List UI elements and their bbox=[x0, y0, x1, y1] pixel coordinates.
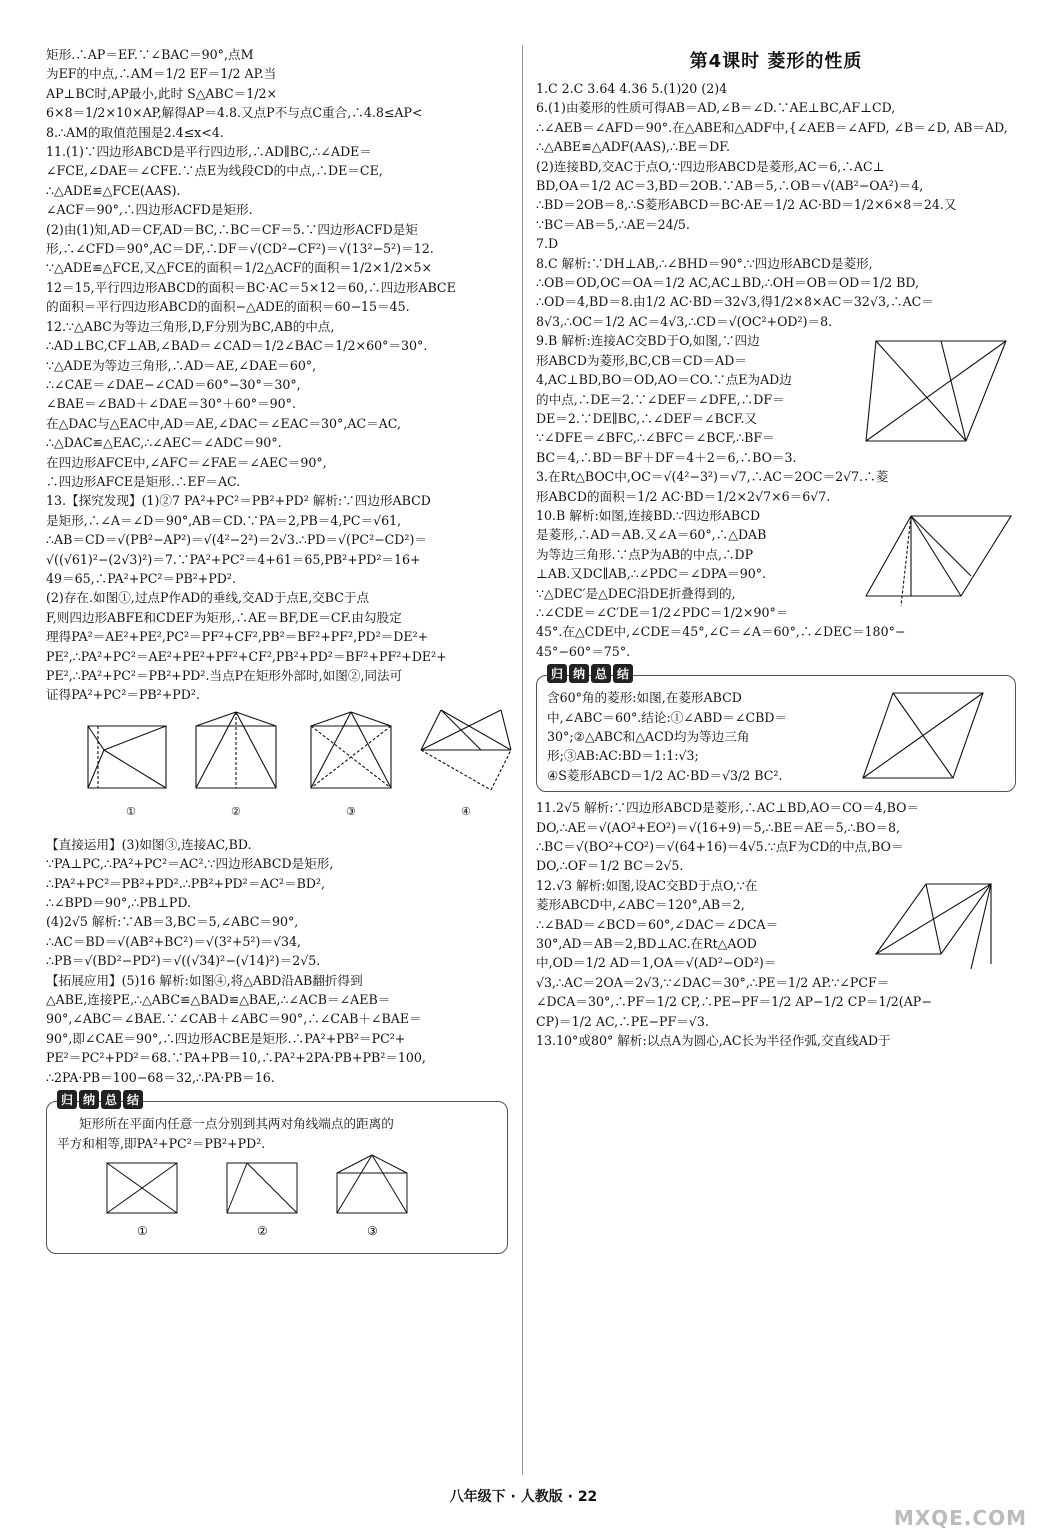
text-line: (2)存在.如图①,过点P作AD的垂线,交AD于点E,交BC于点 bbox=[46, 590, 370, 606]
text-line: ∴AD⊥BC,CF⊥AB,∠BAD＝∠CAD＝1/2∠BAC＝1/2×60°＝30°. bbox=[46, 338, 428, 354]
text-line: 11.(1)∵四边形ABCD是平行四边形,∴AD∥BC,∴∠ADE＝ bbox=[46, 144, 372, 160]
text-line: 证得PA²+PC²＝PB²+PD². bbox=[46, 687, 200, 703]
summary-text-line: 平方和相等,即PA²+PC²＝PB²+PD². bbox=[57, 1135, 266, 1151]
text-line: DO,∴OF＝1/2 BC＝2√5. bbox=[536, 858, 684, 874]
text-line: ∠DCA＝30°,∴PF＝1/2 CP,∴PE−PF＝1/2 AP−1/2 CP＝1/2(AP− bbox=[536, 994, 932, 1010]
text-line: 的中点,∴DE＝2.∵∠DEF＝∠DFE,∴DF＝ bbox=[536, 391, 785, 407]
page-footer: 八年级下 · 人教版 · 22 bbox=[449, 1489, 598, 1505]
right-text-top bbox=[536, 79, 1016, 331]
summary-text-line: 含60°角的菱形:如图,在菱形ABCD bbox=[547, 690, 742, 706]
text-line: ∠FCE,∠DAE＝∠CFE.∵点E为线段CD的中点,∴DE＝CE, bbox=[46, 163, 383, 179]
q10-rhombus-figure bbox=[861, 506, 1011, 616]
text-line: ∴∠BPD＝90°,∴PB⊥PD. bbox=[46, 895, 192, 911]
q10-block bbox=[536, 506, 1016, 661]
text-line: ∴四边形AFCE是矩形.∴EF＝AC. bbox=[46, 473, 241, 489]
text-line: ∴OD＝4,BD＝8.由1/2 AC·BD＝32√3,得1/2×8×AC＝32√3,∴AC＝ bbox=[536, 294, 934, 310]
summary-text-line: 矩形所在平面内任意一点分别到其两对角线端点的距离的 bbox=[79, 1116, 394, 1132]
text-line: 形,∴∠CFD＝90°,AC＝DF,∴DF＝√(CD²−CF²)＝√(13²−5²)＝12. bbox=[46, 241, 434, 257]
text-line: CP)＝1/2 AC,∴PE−PF＝√3. bbox=[536, 1013, 709, 1029]
text-line: BC＝4,∴BD＝BF＋DF＝4＋2＝6,∴BO＝3. bbox=[536, 449, 797, 465]
text-line: 49＝65,∴PA²+PC²＝PB²+PD². bbox=[46, 570, 236, 586]
text-line: ∴△ADE≌△FCE(AAS). bbox=[46, 182, 181, 198]
text-line: 6×8＝1/2×10×AP,解得AP＝4.8.又点P不与点C重合,∴4.8≤AP< bbox=[46, 105, 423, 121]
text-line: 45°.在△CDE中,∠CDE＝45°,∠C＝∠A＝60°,∴∠DEC＝180°− bbox=[536, 624, 906, 640]
text-line: ∵△DEC′是△DEC沿DE折叠得到的, bbox=[536, 585, 736, 601]
text-line: 12.∵△ABC为等边三角形,D,F分别为BC,AB的中点, bbox=[46, 318, 335, 334]
q9-block bbox=[536, 331, 1016, 506]
left-column bbox=[46, 45, 508, 1260]
text-line: ∵△ADE≌△FCE,又△FCE的面积＝1/2△ACF的面积＝1/2×1/2×5× bbox=[46, 260, 433, 276]
text-line: ∴∠AEB＝∠AFD＝90°.在△ABE和△ADF中,{∠AEB＝∠AFD, ∠B＝∠D, AB＝AD, bbox=[536, 119, 1008, 135]
text-line: 为EF的中点,∴AM＝1/2 EF＝1/2 AP.当 bbox=[46, 66, 277, 82]
summary-badge: 归 纳 总 结 bbox=[547, 664, 633, 683]
text-line: 理得PA²＝AE²+PE²,PC²＝PF²+CF²,PB²＝BF²+PF²,PD²＝DE²+ bbox=[46, 629, 429, 645]
text-line: 在四边形AFCE中,∠AFC＝∠FAE＝∠AEC＝90°, bbox=[46, 454, 327, 470]
text-line: ∴2PA·PB＝100−68＝32,∴PA·PB＝16. bbox=[46, 1069, 275, 1085]
text-line: (2)由(1)知,AD＝CF,AD＝BC,∴BC＝CF＝5.∵四边形ACFD是矩 bbox=[46, 221, 418, 237]
text-line: DO,∴AE＝√(AO²+EO²)＝√(16+9)＝5,∴BE＝AE＝5,∴BO＝8, bbox=[536, 819, 901, 835]
figure-caption-2: ② bbox=[231, 804, 241, 818]
watermark: MXQE.COM bbox=[893, 1506, 1027, 1530]
text-line: PE²,∴PA²+PC²＝PB²+PD².当点P在矩形外部时,如图②,同法可 bbox=[46, 668, 403, 683]
text-line: ∴AB＝CD＝√(PB²−AP²)＝√(4²−2²)＝2√3.∴PD＝√(PC²−CD²)＝ bbox=[46, 532, 427, 548]
summary-caption-3: ③ bbox=[367, 1223, 378, 1238]
text-line: 为等边三角形.∵点P为AB的中点,∴DP bbox=[536, 546, 754, 562]
text-line: ∴AC＝BD＝√(AB²+BC²)＝√(3²+5²)＝√34, bbox=[46, 933, 302, 949]
text-line: 中,OD＝1/2 AD＝1,OA＝√(AD²−OD²)＝ bbox=[536, 955, 777, 971]
text-line: 【直接运用】(3)如图③,连接AC,BD. bbox=[46, 836, 252, 852]
figure-caption-4: ④ bbox=[461, 804, 471, 818]
text-line: ∴OB＝OD,OC＝OA＝1/2 AC,AC⊥BD,∴OH＝OB＝OD＝1/2 BD, bbox=[536, 275, 920, 291]
column-divider bbox=[522, 45, 523, 1475]
text-line: ∴△ABE≌△ADF(AAS),∴BE＝DF. bbox=[536, 139, 730, 155]
text-line: √((√61)²−(2√3)²)＝7.∵PA²+PC²＝4+61＝65,PB²+PD²＝16+ bbox=[46, 551, 421, 567]
text-line: 1.C 2.C 3.64 4.36 5.(1)20 (2)4 bbox=[536, 81, 728, 96]
text-line: 13.【探究发现】(1)②7 PA²+PC²＝PB²+PD² 解析:∵四边形ABCD bbox=[46, 493, 431, 509]
text-line: ∠BAE＝∠BAD＋∠DAE＝30°＋60°＝90°. bbox=[46, 396, 296, 412]
text-line: ∴BC＝√(BO²+CO²)＝√(64+16)＝4√5.∵点F为CD的中点,BO＝ bbox=[536, 839, 904, 855]
text-line: ∵BC＝AB＝5,∴AE＝24/5. bbox=[536, 216, 690, 232]
text-line: ∵PA⊥PC,∴PA²+PC²＝AC².∵四边形ABCD是矩形, bbox=[46, 856, 334, 872]
text-line: ∴∠BAD＝∠BCD＝60°,∠DAC＝∠DCA＝ bbox=[536, 916, 779, 932]
figure-caption-1: ① bbox=[126, 804, 136, 818]
section-title: 第4课时 菱形的性质 bbox=[689, 51, 863, 72]
summary-figures-svg bbox=[57, 1153, 497, 1243]
summary-badge: 归 纳 总 结 bbox=[57, 1090, 143, 1109]
text-line: 13.10°或80° 解析:以点A为圆心,AC长为半径作弧,交直线AD于 bbox=[536, 1033, 891, 1049]
text-line: 形ABCD为菱形,BC,CB＝CD＝AD＝ bbox=[536, 352, 747, 368]
text-line: 45°−60°＝75°. bbox=[536, 643, 631, 659]
q12-rhombus-figure bbox=[876, 874, 1006, 984]
text-line: (4)2√5 解析:∵AB＝3,BC＝5,∠ABC＝90°, bbox=[46, 914, 299, 930]
text-line: 形ABCD的面积＝1/2 AC·BD＝1/2×2√7×6＝6√7. bbox=[536, 488, 831, 504]
text-line: ∴△DAC≌△EAC,∴∠AEC＝∠ADC＝90°. bbox=[46, 435, 282, 451]
text-line: ∴∠CDE＝∠C′DE＝1/2∠PDC＝1/2×90°＝ bbox=[536, 604, 789, 620]
text-line: 90°,即∠CAE＝90°,∴四边形ACBE是矩形.∴PA²+PB²＝PC²+ bbox=[46, 1030, 406, 1046]
text-line: 【拓展应用】(5)16 解析:如图④,将△ABD沿AB翻折得到 bbox=[46, 972, 363, 988]
text-line: 3.在Rt△BOC中,OC＝√(4²−3²)＝√7,∴AC＝2OC＝2√7.∴菱 bbox=[536, 469, 889, 485]
text-line: 9.B 解析:连接AC交BD于O,如图,∵四边 bbox=[536, 333, 760, 349]
left-text-bottom bbox=[46, 835, 508, 1087]
text-line: 10.B 解析:如图,连接BD.∵四边形ABCD bbox=[536, 507, 761, 523]
text-line: 在△DAC与△EAC中,AD＝AE,∠DAC＝∠EAC＝30°,AC＝AC, bbox=[46, 415, 401, 431]
summary-rhombus-figure bbox=[843, 688, 1003, 788]
text-line: ⊥AB.又DC∥AB,∴∠PDC＝∠DPA＝90°. bbox=[536, 566, 767, 582]
text-line: 矩形.∴AP＝EF.∵∠BAC＝90°,点M bbox=[46, 47, 254, 62]
text-line: 菱形ABCD中,∠ABC＝120°,AB＝2, bbox=[536, 897, 745, 913]
text-line: 4,AC⊥BD,BO＝OD,AO＝CO.∵点E为AD边 bbox=[536, 372, 792, 388]
summary-text-line: 30°;②△ABC和△ACD均为等边三角 bbox=[547, 729, 750, 744]
text-line: 8.∴AM的取值范围是2.4≤x<4. bbox=[46, 124, 224, 140]
text-line: 8.C 解析:∵DH⊥AB,∴∠BHD＝90°.∵四边形ABCD是菱形, bbox=[536, 255, 873, 271]
right-column bbox=[536, 45, 1016, 1051]
text-line: (2)连接BD,交AC于点O,∵四边形ABCD是菱形,AC＝6,∴AC⊥ bbox=[536, 158, 885, 174]
text-line: BD,OA＝1/2 AC＝3,BD＝2OB.∵AB＝5,∴OB＝√(AB²−OA²)＝4, bbox=[536, 178, 924, 194]
rectangle-figures-svg bbox=[76, 710, 516, 835]
text-line: 11.2√5 解析:∵四边形ABCD是菱形,∴AC⊥BD,AO＝CO＝4,BO＝ bbox=[536, 800, 920, 816]
text-line: 6.(1)由菱形的性质可得AB＝AD,∠B＝∠D.∵AE⊥BC,AF⊥CD, bbox=[536, 100, 896, 116]
left-summary-box bbox=[46, 1093, 508, 1254]
text-line: F,则四边形ABFE和CDEF为矩形,∴AE＝BF,DE＝CF.由勾股定 bbox=[46, 609, 402, 625]
text-line: PE²,∴PA²+PC²＝AE²+PE²+PF²+CF²,PB²+PD²＝BF²+PF²+DE²+ bbox=[46, 648, 447, 664]
figure-caption-3: ③ bbox=[346, 804, 356, 818]
text-line: 12＝15,平行四边形ABCD的面积＝BC·AC＝5×12＝60,∴四边形ABCE bbox=[46, 279, 456, 295]
text-line: PE²＝PC²+PD²＝68.∵PA+PB＝10,∴PA²+2PA·PB+PB²＝100, bbox=[46, 1050, 426, 1066]
text-line: 12.√3 解析:如图,设AC交BD于点O,∵在 bbox=[536, 877, 758, 893]
text-line: ∴PB＝√(BD²−PD²)＝√((√34)²−(√14)²)＝2√5. bbox=[46, 953, 321, 969]
left-text-top bbox=[46, 45, 508, 705]
text-line: △ABE,连接PE,∴△ABC≌△BAD≌△BAE,∴∠ACB＝∠AEB＝ bbox=[46, 992, 391, 1008]
text-line: ∠ACF＝90°,∴四边形ACFD是矩形. bbox=[46, 202, 253, 218]
text-line: 7.D bbox=[536, 236, 559, 252]
summary-caption-1: ① bbox=[137, 1223, 148, 1238]
summary-caption-2: ② bbox=[257, 1223, 268, 1238]
rect-figures bbox=[46, 705, 508, 835]
text-line: DE＝2.∵DE∥BC,∴∠DEF＝∠BCF.又 bbox=[536, 410, 758, 426]
text-line: 是菱形,∴AD＝AB.又∠A＝60°,∴△DAB bbox=[536, 527, 767, 543]
text-line: ∴PA²+PC²＝PB²+PD².∴PB²+PD²＝AC²＝BD², bbox=[46, 875, 326, 891]
text-line: 30°,AD＝AB＝2,BD⊥AC.在Rt△AOD bbox=[536, 936, 757, 952]
text-line: ∵△ADE为等边三角形,∴AD＝AE,∠DAE＝60°, bbox=[46, 357, 317, 373]
summary-text-line: ④S菱形ABCD＝1/2 AC·BD＝√3/2 BC². bbox=[547, 767, 783, 783]
summary-text-line: 形;③AB:AC:BD＝1:1:√3; bbox=[547, 748, 699, 764]
text-line: AP⊥BC时,AP最小,此时 S△ABC＝1/2× bbox=[46, 85, 278, 101]
summary-text-line: 中,∠ABC＝60°.结论:①∠ABD＝∠CBD＝ bbox=[547, 709, 788, 725]
text-line: 8√3,∴OC＝1/2 AC＝4√3,∴CD＝√(OC²+OD²)＝8. bbox=[536, 313, 833, 329]
text-line: √3,∴AC＝2OA＝2√3,∵∠DAC＝30°,∴PE＝1/2 AP.∵∠PCF＝ bbox=[536, 974, 890, 990]
text-line: ∴∠CAE＝∠DAE−∠CAD＝60°−30°＝30°, bbox=[46, 376, 301, 392]
q9-rhombus-figure bbox=[861, 331, 1011, 451]
right-summary-box bbox=[536, 667, 1016, 792]
text-line: 90°,∠ABC＝∠BAE.∵∠CAB＋∠ABC＝90°,∴∠CAB＋∠BAE＝ bbox=[46, 1011, 422, 1027]
text-line: 是矩形,∴∠A＝∠D＝90°,AB＝CD.∵PA＝2,PB＝4,PC＝√61, bbox=[46, 512, 402, 528]
text-line: 的面积＝平行四边形ABCD的面积−△ADE的面积＝60−15＝45. bbox=[46, 299, 410, 315]
q12-block bbox=[536, 876, 1016, 1051]
text-line: ∵∠DFE＝∠BFC,∴∠BFC＝∠BCF,∴BF＝ bbox=[536, 430, 775, 446]
text-line: ∴BD＝2OB＝8,∴S菱形ABCD＝BC·AE＝1/2 AC·BD＝1/2×6×8＝24.又 bbox=[536, 197, 957, 213]
